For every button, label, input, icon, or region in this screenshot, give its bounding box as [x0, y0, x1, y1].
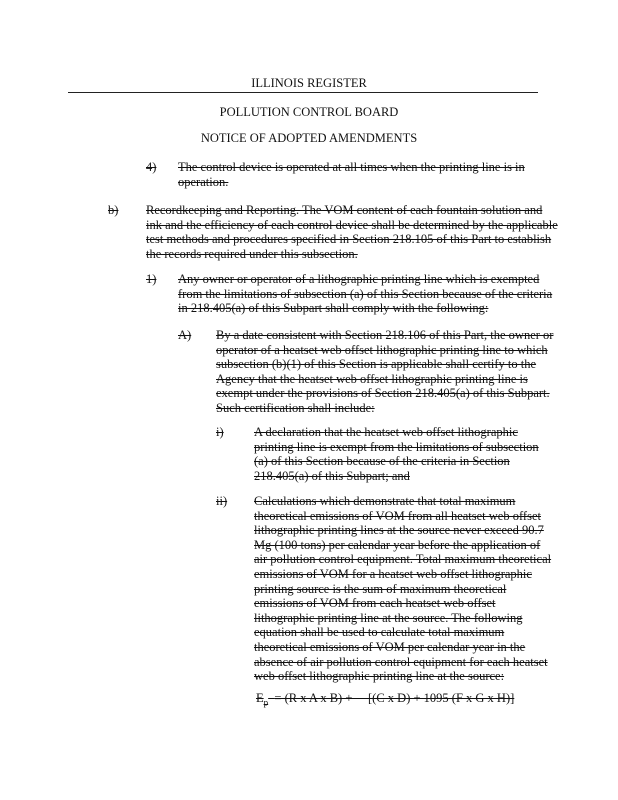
text-line: The control device is operated at all times when the printing line is in — [178, 160, 525, 174]
text-line: Agency that the heatset web offset lithographic printing line is — [216, 371, 528, 386]
text-line: the records required under this subsection. — [146, 246, 358, 261]
item-ii-label: ii) — [216, 494, 228, 508]
text-line: A declaration that the heatset web offset lithographic — [254, 425, 518, 439]
equation-rhs: = (R x A x B) + [(C x D) + 1095 (F x G x H)] — [274, 691, 515, 705]
equation-lhs-subscript: p — [263, 697, 269, 708]
text-line: web offset lithographic printing line at the source: — [254, 669, 505, 684]
text-line: printing source is the sum of maximum theoretical — [254, 581, 507, 596]
text-line: (a) of this Section because of the criteria in Section — [254, 454, 510, 469]
header-rule — [68, 92, 538, 93]
board-title: POLLUTION CONTROL BOARD — [219, 105, 399, 119]
register-title: ILLINOIS REGISTER — [251, 76, 367, 90]
text-line: Any owner or operator of a lithographic printing line which is exempted — [178, 272, 540, 286]
item-i-label: i) — [216, 425, 224, 439]
item-ii-text — [254, 494, 551, 684]
text-line: lithographic printing lines at the source never exceed 90.7 — [254, 523, 544, 538]
text-line: printing line is exempt from the limitations of subsection — [254, 439, 539, 454]
text-line: theoretical emissions of VOM per calendar year in the — [254, 639, 526, 654]
emissions-equation — [256, 691, 514, 708]
text-line: operation. — [178, 174, 229, 189]
item-4-text — [178, 160, 525, 189]
item-1-label: 1) — [146, 272, 157, 286]
text-line: operator of a heatset web offset lithographic printing line to which — [216, 342, 548, 357]
equation-lhs: E — [256, 691, 264, 705]
text-line: subsection (b)(1) of this Section is applicable shall certify to the — [216, 357, 537, 372]
text-line: in 218.405(a) of this Subpart shall comply with the following: — [178, 301, 489, 316]
item-b-label: b) — [108, 203, 119, 217]
text-line: Calculations which demonstrate that total maximum — [254, 494, 516, 508]
text-line: emissions of VOM for a heatset web offset lithographic — [254, 566, 532, 581]
text-line: Recordkeeping and Reporting. The VOM content of each fountain solution and — [146, 203, 543, 217]
text-line: Such certification shall include: — [216, 400, 375, 415]
text-line: Mg (100 tons) per calendar year before the application of — [254, 537, 541, 552]
text-line: absence of air pollution control equipment for each heatset — [254, 654, 548, 669]
text-line: equation shall be used to calculate total maximum — [254, 625, 505, 640]
text-line: test methods and procedures specified in Section 218.105 of this Part to establish — [146, 232, 552, 247]
text-line: from the limitations of subsection (a) of this Section because of the criteria — [178, 286, 553, 301]
text-line: By a date consistent with Section 218.106 of this Part, the owner or — [216, 328, 554, 342]
text-line: theoretical emissions of VOM from all heatset web offset — [254, 508, 541, 523]
text-line: 218.405(a) of this Subpart; and — [254, 468, 410, 483]
item-A-label: A) — [178, 328, 192, 342]
item-i-text — [254, 425, 539, 483]
text-line: air pollution control equipment. Total maximum theoretical — [254, 552, 552, 567]
item-b-text — [146, 203, 558, 261]
notice-title: NOTICE OF ADOPTED AMENDMENTS — [200, 131, 418, 145]
text-line: exempt under the provisions of Section 218.405(a) of this Subpart. — [216, 386, 550, 401]
item-4-label: 4) — [146, 160, 157, 174]
item-1-text — [178, 272, 552, 316]
text-line: emissions of VOM from each heatset web offset — [254, 596, 496, 611]
text-line: ink and the efficiency of each control device shall be determined by the applicable — [146, 217, 558, 232]
item-A-text — [216, 328, 553, 416]
text-line: lithographic printing line at the source. The following — [254, 610, 523, 625]
